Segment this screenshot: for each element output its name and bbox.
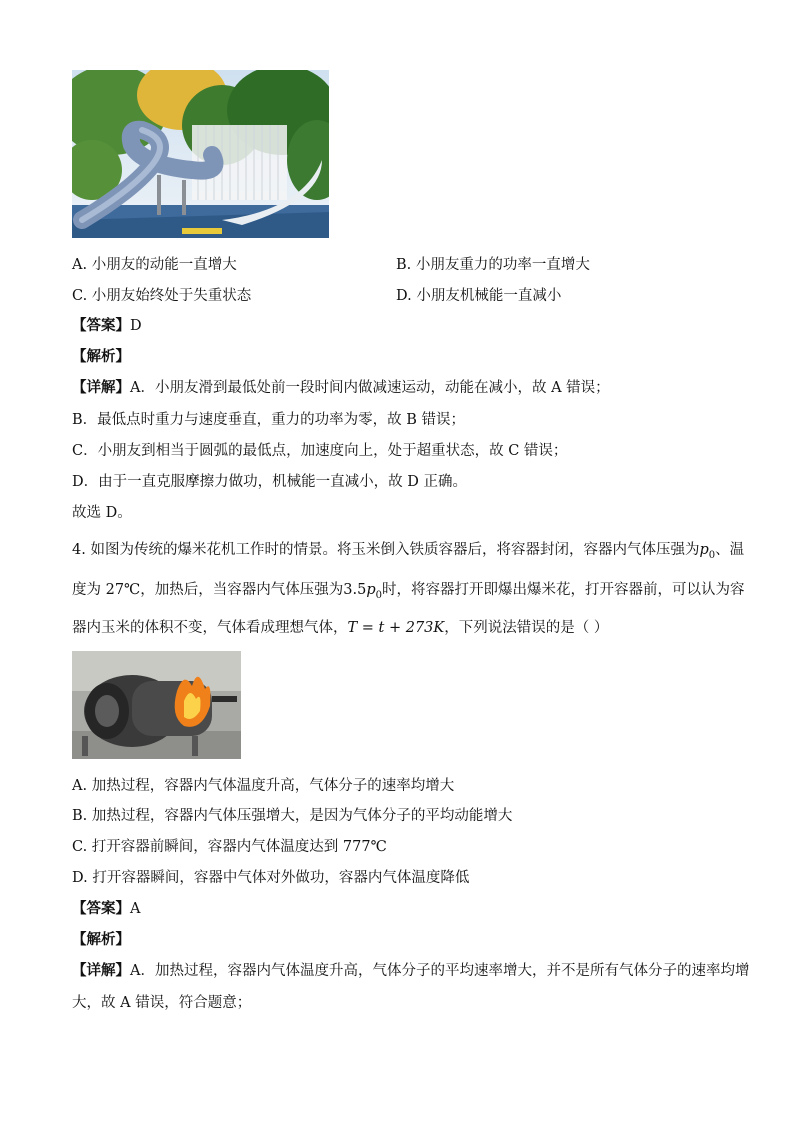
q4-option-a: A. 加热过程，容器内气体温度升高，气体分子的速率均增大: [72, 778, 455, 794]
q4-answer: [72, 899, 140, 919]
p0-subscript: 0: [708, 549, 716, 561]
q4-stem-1b: 、温: [715, 542, 745, 558]
q3-option-b: B. 小朋友重力的功率一直增大: [396, 257, 590, 273]
q4-stem-2b: 时，将容器打开即爆出爆米花，打开容器前，可以认为容: [382, 582, 745, 598]
q3-detail-text-a: A．小朋友滑到最低处前一段时间内做减速运动，动能在减小，故 A 错误；: [130, 380, 610, 396]
answer-tag: 【答案】: [72, 317, 130, 334]
popcorn-machine-illustration: [72, 651, 241, 759]
q3-answer: [72, 316, 142, 336]
answer-value: D: [130, 318, 142, 334]
p0-subscript-2: 0: [375, 589, 383, 601]
q4-detail-text-1: A．加热过程，容器内气体温度升高，气体分子的平均速率增大，并不是所有气体分子的速率均增: [130, 963, 750, 979]
q4-detail-a: [72, 961, 749, 981]
q3-option-a: A. 小朋友的动能一直增大: [72, 257, 237, 273]
q4-detail-a-cont: 大，故 A 错误，符合题意；: [72, 995, 252, 1011]
detail-tag-q4: 【详解】: [72, 962, 130, 979]
q4-stem-line-2: [72, 580, 745, 606]
q3-detail-c: C．小朋友到相当于圆弧的最低点，加速度向上，处于超重状态，故 C 错误；: [72, 443, 568, 459]
q3-option-c: C. 小朋友始终处于失重状态: [72, 288, 252, 304]
analysis-tag: 【解析】: [72, 348, 130, 365]
q3-detail-d: D．由于一直克服摩擦力做功，机械能一直减小，故 D 正确。: [72, 474, 467, 490]
detail-tag: 【详解】: [72, 379, 130, 396]
p0-symbol-2: p: [366, 582, 376, 598]
q4-stem-2a: 度为 27℃，加热后，当容器内气体压强为: [72, 582, 344, 598]
slide-photo: [72, 70, 329, 238]
answer-value-q4: A: [130, 901, 141, 917]
q4-option-c: C. 打开容器前瞬间，容器内气体温度达到 777℃: [72, 839, 387, 855]
q3-detail-b: B．最低点时重力与速度垂直，重力的功率为零，故 B 错误；: [72, 412, 466, 428]
p-coefficient: 3.5: [343, 582, 367, 598]
q3-detail-a: [72, 378, 610, 398]
q4-stem-3a: 器内玉米的体积不变，气体看成理想气体，: [72, 620, 348, 636]
q4-option-b: B. 加热过程，容器内气体压强增大，是因为气体分子的平均动能增大: [72, 808, 513, 824]
answer-tag-q4: 【答案】: [72, 900, 130, 917]
analysis-tag-q4: 【解析】: [72, 931, 130, 948]
q3-option-d: D. 小朋友机械能一直减小: [396, 288, 562, 304]
slide-illustration: [72, 70, 329, 238]
popcorn-machine-photo: [72, 651, 241, 759]
temperature-formula: T = t + 273K: [347, 620, 445, 636]
p0-symbol: p: [699, 542, 709, 558]
q4-analysis-heading: [72, 930, 130, 950]
q4-stem-1a: 4. 如图为传统的爆米花机工作时的情景。将玉米倒入铁质容器后，将容器封闭，容器内气体压强为: [72, 542, 700, 558]
q4-option-d: D. 打开容器瞬间，容器中气体对外做功，容器内气体温度降低: [72, 870, 470, 886]
q4-stem-line-3: [72, 618, 608, 638]
q3-analysis-heading: [72, 347, 130, 367]
q4-stem-3b: ，下列说法错误的是（ ）: [444, 620, 609, 636]
q3-conclusion: 故选 D。: [72, 505, 132, 521]
q4-stem-line-1: [72, 540, 744, 566]
